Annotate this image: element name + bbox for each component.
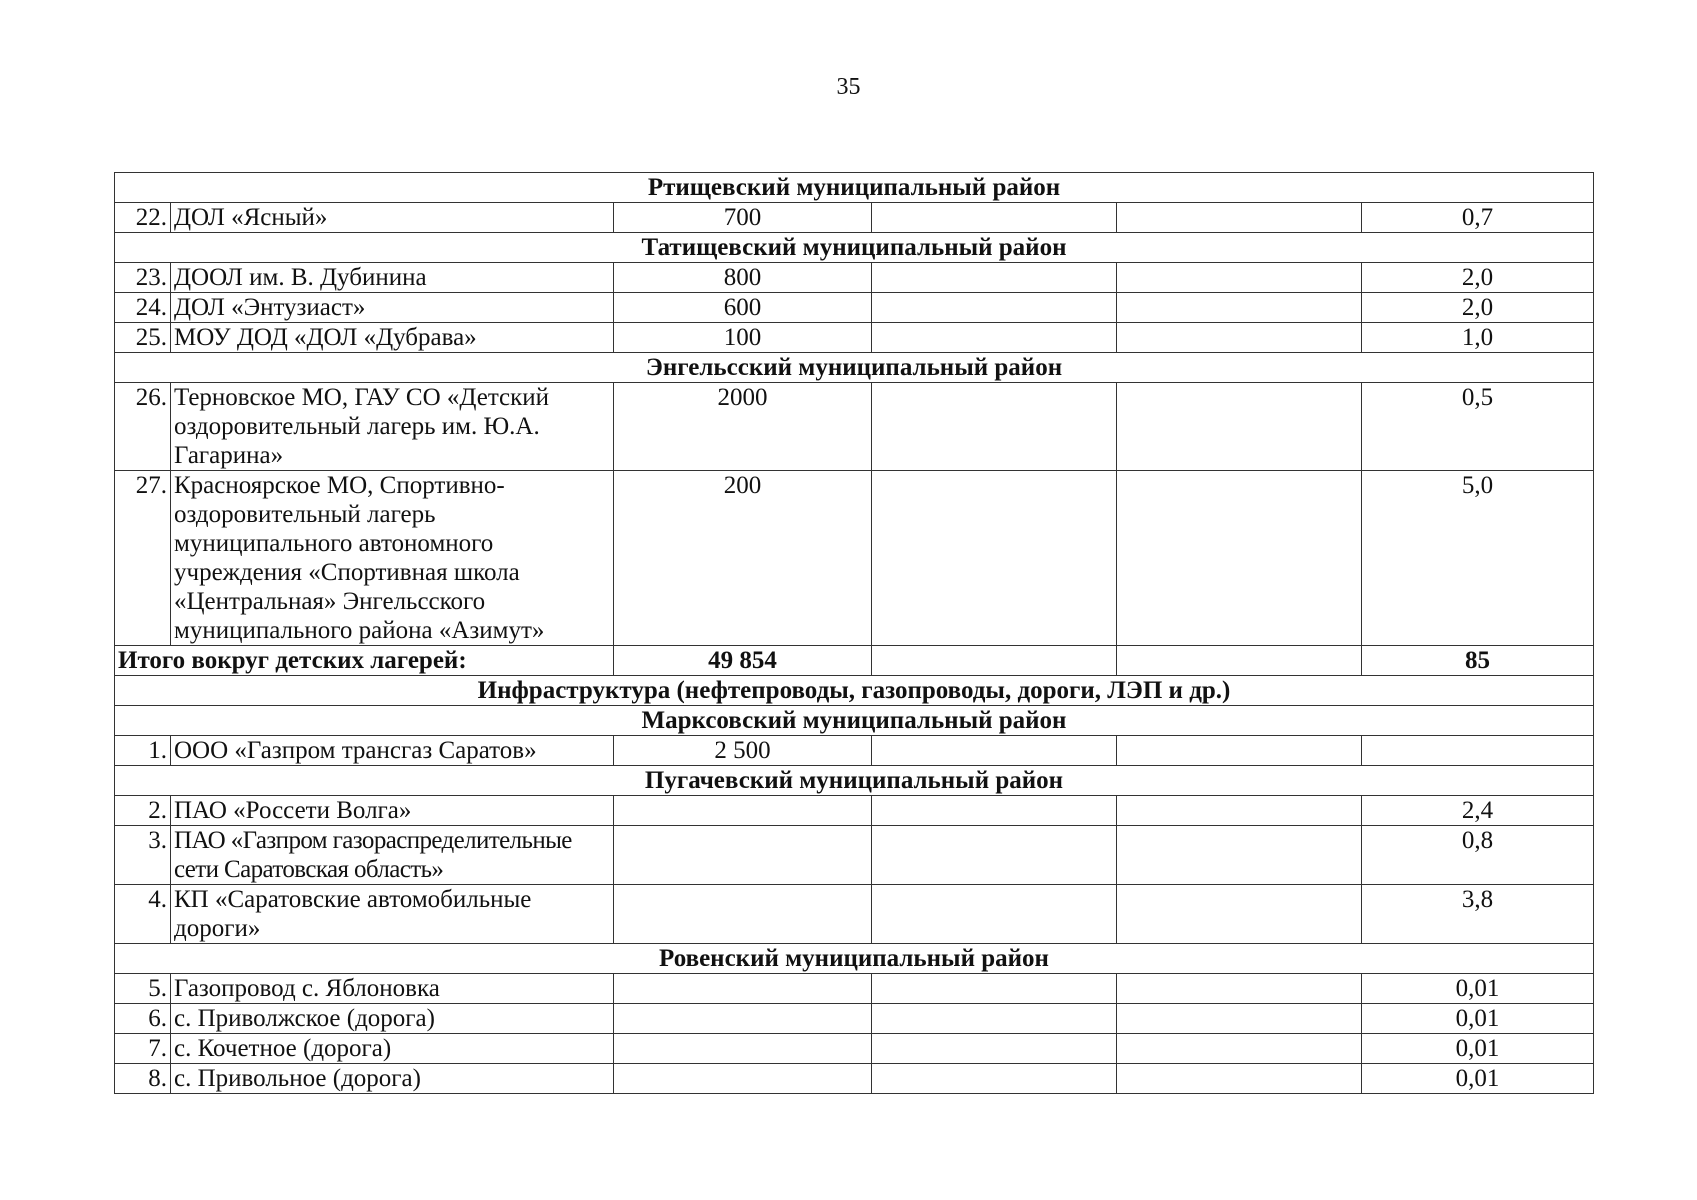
page-number: 35 (836, 74, 861, 100)
row-value-1: 2000 (614, 383, 872, 471)
row-value-3 (1117, 885, 1362, 944)
row-value-1 (614, 1034, 872, 1064)
row-value-4: 1,0 (1362, 323, 1594, 353)
row-value-2 (872, 1004, 1117, 1034)
section-header-row (115, 706, 1594, 736)
row-name: Газопровод с. Яблоновка (171, 974, 614, 1004)
row-value-2 (872, 826, 1117, 885)
row-number: 1. (115, 736, 171, 766)
row-name: с. Привольное (дорога) (171, 1064, 614, 1094)
row-number: 8. (115, 1064, 171, 1094)
table-row (115, 736, 1594, 766)
row-value-3 (1117, 826, 1362, 885)
table-row (115, 293, 1594, 323)
row-name: с. Приволжское (дорога) (171, 1004, 614, 1034)
row-value-4: 2,0 (1362, 293, 1594, 323)
row-value-3 (1117, 203, 1362, 233)
row-value-1: 800 (614, 263, 872, 293)
row-value-3 (1117, 293, 1362, 323)
section-title: Татищевский муниципальный район (115, 233, 1594, 263)
row-value-4: 3,8 (1362, 885, 1594, 944)
row-value-4: 2,0 (1362, 263, 1594, 293)
section-title: Ртищевский муниципальный район (115, 173, 1594, 203)
row-name: с. Кочетное (дорога) (171, 1034, 614, 1064)
category-title: Инфраструктура (нефтепроводы, газопроводы, дороги, ЛЭП и др.) (115, 676, 1594, 706)
row-number: 2. (115, 796, 171, 826)
row-value-2 (872, 293, 1117, 323)
section-title: Энгельсский муниципальный район (115, 353, 1594, 383)
row-value-2 (872, 471, 1117, 646)
total-value-1: 49 854 (614, 646, 872, 676)
section-title: Марксовский муниципальный район (115, 706, 1594, 736)
section-header-row (115, 766, 1594, 796)
row-number: 4. (115, 885, 171, 944)
row-value-4: 5,0 (1362, 471, 1594, 646)
row-number: 3. (115, 826, 171, 885)
row-value-3 (1117, 263, 1362, 293)
table-row (115, 1064, 1594, 1094)
section-title: Ровенский муниципальный район (115, 944, 1594, 974)
row-value-4: 0,5 (1362, 383, 1594, 471)
row-name: ДОЛ «Ясный» (171, 203, 614, 233)
section-title: Пугачевский муниципальный район (115, 766, 1594, 796)
row-value-4: 0,01 (1362, 1004, 1594, 1034)
row-number: 6. (115, 1004, 171, 1034)
table-row (115, 1004, 1594, 1034)
row-value-1: 100 (614, 323, 872, 353)
table-row (115, 471, 1594, 646)
total-value-4: 85 (1362, 646, 1594, 676)
category-header-row (115, 676, 1594, 706)
row-value-3 (1117, 796, 1362, 826)
row-value-1 (614, 1064, 872, 1094)
row-value-2 (872, 885, 1117, 944)
row-value-4: 0,8 (1362, 826, 1594, 885)
row-value-1 (614, 885, 872, 944)
row-number: 25. (115, 323, 171, 353)
row-value-1 (614, 1004, 872, 1034)
row-value-3 (1117, 323, 1362, 353)
row-number: 23. (115, 263, 171, 293)
table-row (115, 383, 1594, 471)
row-name: ДООЛ им. В. Дубинина (171, 263, 614, 293)
row-number: 27. (115, 471, 171, 646)
section-header-row (115, 353, 1594, 383)
row-value-3 (1117, 974, 1362, 1004)
row-name: ПАО «Газпром газораспределительные сети Саратовская область» (171, 826, 614, 885)
row-value-2 (872, 323, 1117, 353)
section-header-row (115, 944, 1594, 974)
row-value-2 (872, 1064, 1117, 1094)
row-value-2 (872, 263, 1117, 293)
row-name: Красноярское МО, Спортивно-оздоровительный лагерь муниципального автономного учреждения «Спортивная школа «Центральная» Энгельсского муниципального района «Азимут» (171, 471, 614, 646)
row-name: ООО «Газпром трансгаз Саратов» (171, 736, 614, 766)
row-value-2 (872, 203, 1117, 233)
row-value-4: 2,4 (1362, 796, 1594, 826)
row-name: ПАО «Россети Волга» (171, 796, 614, 826)
table-row (115, 796, 1594, 826)
row-value-4: 0,7 (1362, 203, 1594, 233)
row-value-4: 0,01 (1362, 1034, 1594, 1064)
row-value-2 (872, 1034, 1117, 1064)
section-header-row (115, 233, 1594, 263)
row-number: 22. (115, 203, 171, 233)
row-number: 24. (115, 293, 171, 323)
row-value-2 (872, 974, 1117, 1004)
total-value-2 (872, 646, 1117, 676)
row-value-3 (1117, 383, 1362, 471)
row-number: 5. (115, 974, 171, 1004)
total-row (115, 646, 1594, 676)
row-value-4 (1362, 736, 1594, 766)
table-row (115, 974, 1594, 1004)
row-value-2 (872, 796, 1117, 826)
row-value-1 (614, 974, 872, 1004)
row-value-3 (1117, 1004, 1362, 1034)
table-row (115, 1034, 1594, 1064)
row-value-3 (1117, 1064, 1362, 1094)
row-name: Терновское МО, ГАУ СО «Детский оздоровительный лагерь им. Ю.А. Гагарина» (171, 383, 614, 471)
total-value-3 (1117, 646, 1362, 676)
table-row (115, 885, 1594, 944)
table-row (115, 263, 1594, 293)
total-label: Итого вокруг детских лагерей: (115, 646, 614, 676)
row-name: КП «Саратовские автомобильные дороги» (171, 885, 614, 944)
table-row (115, 203, 1594, 233)
row-value-3 (1117, 471, 1362, 646)
section-header-row (115, 173, 1594, 203)
row-value-4: 0,01 (1362, 1064, 1594, 1094)
row-value-2 (872, 736, 1117, 766)
table-row (115, 826, 1594, 885)
row-value-1: 600 (614, 293, 872, 323)
row-number: 26. (115, 383, 171, 471)
row-number: 7. (115, 1034, 171, 1064)
row-value-1 (614, 796, 872, 826)
row-value-1: 2 500 (614, 736, 872, 766)
row-value-1 (614, 826, 872, 885)
row-value-3 (1117, 1034, 1362, 1064)
row-value-4: 0,01 (1362, 974, 1594, 1004)
row-value-1: 700 (614, 203, 872, 233)
data-table (114, 172, 1594, 1094)
row-name: ДОЛ «Энтузиаст» (171, 293, 614, 323)
row-value-2 (872, 383, 1117, 471)
row-value-1: 200 (614, 471, 872, 646)
row-name: МОУ ДОД «ДОЛ «Дубрава» (171, 323, 614, 353)
table-row (115, 323, 1594, 353)
row-value-3 (1117, 736, 1362, 766)
